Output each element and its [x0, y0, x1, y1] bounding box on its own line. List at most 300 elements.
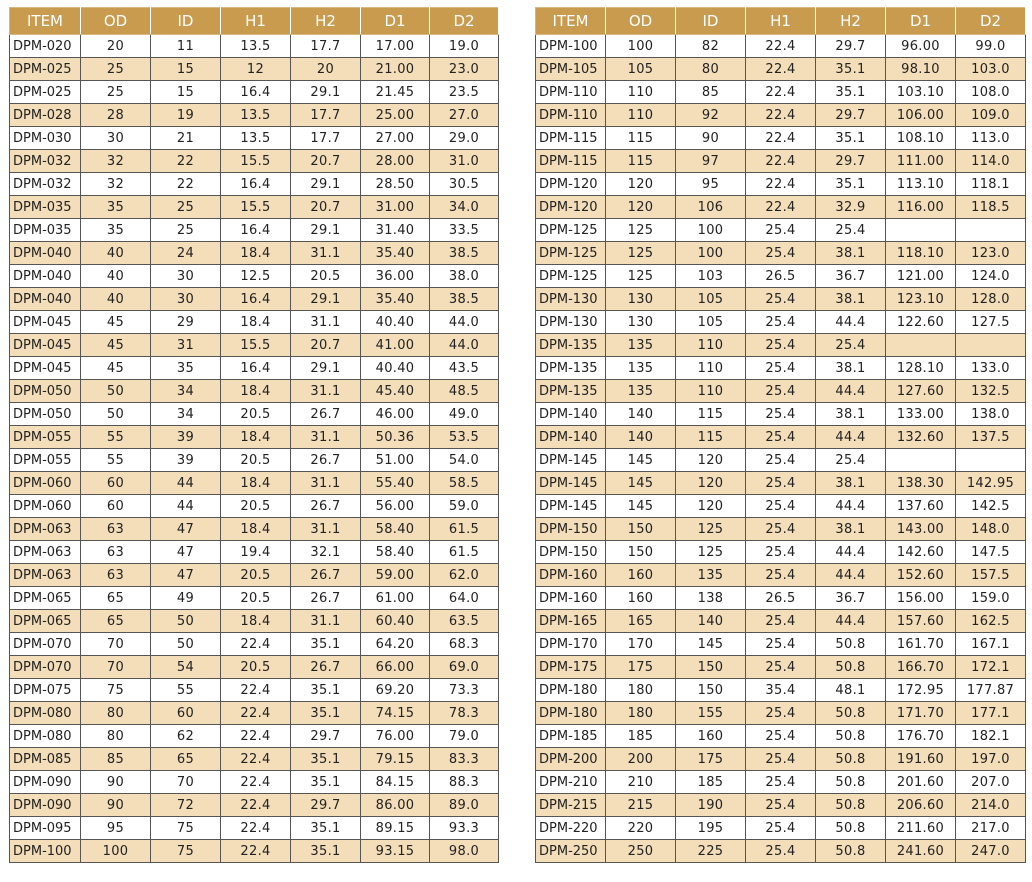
cell-d1: 84.15: [361, 771, 430, 794]
cell-od: 180: [606, 702, 676, 725]
cell-d2: 113.0: [956, 127, 1026, 150]
cell-d2: [956, 449, 1026, 472]
cell-d2: 34.0: [430, 196, 499, 219]
cell-d2: 59.0: [430, 495, 499, 518]
cell-h1: 25.4: [746, 472, 816, 495]
cell-h2: 36.7: [816, 265, 886, 288]
cell-h1: 25.4: [746, 518, 816, 541]
cell-od: 90: [81, 771, 151, 794]
cell-h1: 25.4: [746, 610, 816, 633]
cell-h2: 31.1: [291, 242, 361, 265]
cell-d1: 171.70: [886, 702, 956, 725]
cell-d1: 137.60: [886, 495, 956, 518]
cell-h1: 13.5: [221, 104, 291, 127]
cell-h1: 25.4: [746, 748, 816, 771]
cell-d1: 40.40: [361, 357, 430, 380]
cell-od: 28: [81, 104, 151, 127]
cell-d1: 36.00: [361, 265, 430, 288]
cell-d2: 68.3: [430, 633, 499, 656]
cell-item: DPM-063: [10, 541, 81, 564]
header-row: [536, 8, 1026, 35]
cell-id: 85: [676, 81, 746, 104]
cell-od: 55: [81, 449, 151, 472]
cell-item: DPM-040: [10, 242, 81, 265]
cell-h1: 16.4: [221, 173, 291, 196]
cell-item: DPM-090: [10, 794, 81, 817]
cell-id: 70: [151, 771, 221, 794]
cell-d2: 118.1: [956, 173, 1026, 196]
cell-d1: 21.45: [361, 81, 430, 104]
cell-d2: 23.0: [430, 58, 499, 81]
cell-od: 120: [606, 173, 676, 196]
cell-d2: 132.5: [956, 380, 1026, 403]
cell-od: 115: [606, 150, 676, 173]
cell-h1: 25.4: [746, 426, 816, 449]
cell-h2: 44.4: [816, 610, 886, 633]
cell-od: 32: [81, 150, 151, 173]
cell-d1: 60.40: [361, 610, 430, 633]
cell-id: 138: [676, 587, 746, 610]
cell-od: 215: [606, 794, 676, 817]
cell-h1: 25.4: [746, 380, 816, 403]
cell-h2: 44.4: [816, 495, 886, 518]
cell-id: 100: [676, 242, 746, 265]
table-row: [536, 702, 1026, 725]
cell-h2: 26.7: [291, 495, 361, 518]
cell-od: 40: [81, 242, 151, 265]
cell-d2: 127.5: [956, 311, 1026, 334]
cell-id: 35: [151, 357, 221, 380]
table-row: [10, 196, 499, 219]
cell-h1: 22.4: [221, 633, 291, 656]
cell-od: 115: [606, 127, 676, 150]
cell-item: DPM-032: [10, 150, 81, 173]
table-row: [10, 219, 499, 242]
cell-h2: 50.8: [816, 748, 886, 771]
cell-h2: 17.7: [291, 104, 361, 127]
cell-id: 115: [676, 426, 746, 449]
cell-h2: 50.8: [816, 702, 886, 725]
table-row: [10, 150, 499, 173]
cell-id: 25: [151, 196, 221, 219]
cell-h2: 35.1: [291, 817, 361, 840]
cell-h1: 25.4: [746, 449, 816, 472]
cell-od: 165: [606, 610, 676, 633]
table-row: [10, 357, 499, 380]
cell-h2: 32.9: [816, 196, 886, 219]
table-row: [536, 311, 1026, 334]
cell-d1: 35.40: [361, 242, 430, 265]
header-h2: H2: [291, 8, 361, 35]
cell-item: DPM-115: [536, 150, 606, 173]
cell-item: DPM-035: [10, 196, 81, 219]
table-row: [536, 196, 1026, 219]
cell-h2: 35.1: [291, 771, 361, 794]
cell-id: 140: [676, 610, 746, 633]
cell-od: 63: [81, 541, 151, 564]
table-row: [10, 403, 499, 426]
cell-od: 40: [81, 288, 151, 311]
table-row: [10, 35, 499, 58]
table-row: [536, 288, 1026, 311]
cell-d2: 167.1: [956, 633, 1026, 656]
table-row: [10, 771, 499, 794]
cell-id: 15: [151, 81, 221, 104]
cell-id: 30: [151, 265, 221, 288]
cell-h2: 50.8: [816, 771, 886, 794]
table-row: [10, 518, 499, 541]
cell-id: 47: [151, 541, 221, 564]
cell-id: 75: [151, 840, 221, 863]
table-row: [10, 495, 499, 518]
cell-h2: 38.1: [816, 403, 886, 426]
cell-od: 32: [81, 173, 151, 196]
header-od: OD: [81, 8, 151, 35]
cell-h2: 26.7: [291, 403, 361, 426]
cell-d1: 31.00: [361, 196, 430, 219]
table-row: [10, 840, 499, 863]
cell-h1: 20.5: [221, 587, 291, 610]
cell-d2: 159.0: [956, 587, 1026, 610]
cell-h1: 20.5: [221, 403, 291, 426]
cell-h1: 22.4: [746, 58, 816, 81]
table-row: [10, 380, 499, 403]
table-row: [10, 81, 499, 104]
header-od: OD: [606, 8, 676, 35]
table-row: [10, 564, 499, 587]
cell-d1: 161.70: [886, 633, 956, 656]
cell-od: 140: [606, 403, 676, 426]
cell-d2: 142.5: [956, 495, 1026, 518]
table-row: [536, 81, 1026, 104]
cell-od: 250: [606, 840, 676, 863]
cell-h2: 26.7: [291, 449, 361, 472]
cell-id: 155: [676, 702, 746, 725]
cell-od: 130: [606, 311, 676, 334]
cell-h1: 20.5: [221, 449, 291, 472]
cell-h1: 25.4: [746, 403, 816, 426]
cell-h1: 18.4: [221, 311, 291, 334]
cell-d1: 122.60: [886, 311, 956, 334]
cell-id: 160: [676, 725, 746, 748]
cell-id: 125: [676, 518, 746, 541]
cell-od: 125: [606, 219, 676, 242]
cell-item: DPM-095: [10, 817, 81, 840]
cell-id: 145: [676, 633, 746, 656]
cell-d1: 176.70: [886, 725, 956, 748]
cell-h1: 12: [221, 58, 291, 81]
table-row: [536, 794, 1026, 817]
cell-h1: 22.4: [221, 794, 291, 817]
cell-id: 100: [676, 219, 746, 242]
cell-h2: 35.1: [291, 702, 361, 725]
table-row: [536, 426, 1026, 449]
cell-h2: 20.7: [291, 150, 361, 173]
table-row: [10, 265, 499, 288]
cell-d2: 177.87: [956, 679, 1026, 702]
cell-d1: 66.00: [361, 656, 430, 679]
cell-h1: 13.5: [221, 127, 291, 150]
cell-h2: 35.1: [291, 633, 361, 656]
cell-d2: 88.3: [430, 771, 499, 794]
table-row: [536, 541, 1026, 564]
table-row: [536, 656, 1026, 679]
cell-item: DPM-250: [536, 840, 606, 863]
cell-d2: 182.1: [956, 725, 1026, 748]
cell-d1: 241.60: [886, 840, 956, 863]
table-row: [10, 610, 499, 633]
cell-od: 110: [606, 104, 676, 127]
cell-item: DPM-120: [536, 173, 606, 196]
table-row: [536, 748, 1026, 771]
cell-h1: 22.4: [746, 127, 816, 150]
cell-d2: 217.0: [956, 817, 1026, 840]
cell-d1: 93.15: [361, 840, 430, 863]
cell-od: 170: [606, 633, 676, 656]
table-row: [536, 840, 1026, 863]
cell-id: 110: [676, 357, 746, 380]
cell-d2: 49.0: [430, 403, 499, 426]
cell-d1: 142.60: [886, 541, 956, 564]
cell-id: 22: [151, 150, 221, 173]
table-row: [536, 104, 1026, 127]
table-row: [10, 173, 499, 196]
cell-h2: 29.7: [816, 35, 886, 58]
cell-h2: 25.4: [816, 334, 886, 357]
cell-d2: 197.0: [956, 748, 1026, 771]
cell-d2: 93.3: [430, 817, 499, 840]
cell-d2: 137.5: [956, 426, 1026, 449]
cell-d2: 98.0: [430, 840, 499, 863]
cell-d2: 124.0: [956, 265, 1026, 288]
cell-od: 100: [81, 840, 151, 863]
table-row: [10, 311, 499, 334]
cell-h2: 38.1: [816, 288, 886, 311]
cell-od: 130: [606, 288, 676, 311]
table-row: [536, 150, 1026, 173]
cell-h2: 29.1: [291, 173, 361, 196]
cell-od: 35: [81, 219, 151, 242]
cell-d2: 89.0: [430, 794, 499, 817]
cell-h2: 35.1: [291, 840, 361, 863]
cell-h2: 35.1: [291, 679, 361, 702]
cell-item: DPM-060: [10, 495, 81, 518]
cell-item: DPM-030: [10, 127, 81, 150]
cell-id: 44: [151, 495, 221, 518]
header-h1: H1: [746, 8, 816, 35]
cell-item: DPM-200: [536, 748, 606, 771]
cell-d2: 64.0: [430, 587, 499, 610]
cell-item: DPM-135: [536, 334, 606, 357]
cell-d1: 191.60: [886, 748, 956, 771]
cell-item: DPM-210: [536, 771, 606, 794]
table-row: [536, 587, 1026, 610]
cell-od: 185: [606, 725, 676, 748]
cell-item: DPM-125: [536, 242, 606, 265]
cell-h2: 50.8: [816, 840, 886, 863]
cell-item: DPM-060: [10, 472, 81, 495]
cell-item: DPM-180: [536, 679, 606, 702]
cell-id: 82: [676, 35, 746, 58]
cell-d2: 207.0: [956, 771, 1026, 794]
cell-d2: 103.0: [956, 58, 1026, 81]
cell-item: DPM-105: [536, 58, 606, 81]
cell-item: DPM-160: [536, 587, 606, 610]
cell-d2: 31.0: [430, 150, 499, 173]
cell-h2: 25.4: [816, 449, 886, 472]
cell-d2: 142.95: [956, 472, 1026, 495]
cell-d2: 162.5: [956, 610, 1026, 633]
cell-od: 63: [81, 518, 151, 541]
cell-od: 140: [606, 426, 676, 449]
cell-id: 34: [151, 403, 221, 426]
cell-h1: 16.4: [221, 288, 291, 311]
table-row: [10, 541, 499, 564]
cell-d1: 69.20: [361, 679, 430, 702]
cell-h1: 18.4: [221, 380, 291, 403]
cell-od: 45: [81, 334, 151, 357]
cell-d2: 61.5: [430, 518, 499, 541]
table-row: [536, 334, 1026, 357]
cell-item: DPM-160: [536, 564, 606, 587]
cell-h2: 20: [291, 58, 361, 81]
cell-od: 125: [606, 265, 676, 288]
cell-h2: 44.4: [816, 311, 886, 334]
table-row: [10, 794, 499, 817]
cell-item: DPM-145: [536, 449, 606, 472]
cell-id: 195: [676, 817, 746, 840]
cell-id: 55: [151, 679, 221, 702]
cell-d1: 41.00: [361, 334, 430, 357]
cell-od: 45: [81, 357, 151, 380]
table-row: [10, 127, 499, 150]
cell-h1: 25.4: [746, 564, 816, 587]
cell-id: 110: [676, 380, 746, 403]
cell-h1: 16.4: [221, 219, 291, 242]
cell-d2: 19.0: [430, 35, 499, 58]
cell-id: 39: [151, 449, 221, 472]
cell-od: 95: [81, 817, 151, 840]
cell-d2: 44.0: [430, 311, 499, 334]
cell-item: DPM-040: [10, 288, 81, 311]
cell-h2: 29.1: [291, 219, 361, 242]
cell-h2: 31.1: [291, 380, 361, 403]
cell-od: 175: [606, 656, 676, 679]
cell-d1: 55.40: [361, 472, 430, 495]
table-row: [536, 518, 1026, 541]
table-row: [536, 610, 1026, 633]
cell-d1: 17.00: [361, 35, 430, 58]
cell-d1: 35.40: [361, 288, 430, 311]
cell-od: 60: [81, 472, 151, 495]
cell-h1: 20.5: [221, 564, 291, 587]
cell-item: DPM-180: [536, 702, 606, 725]
cell-item: DPM-175: [536, 656, 606, 679]
table-row: [536, 219, 1026, 242]
cell-id: 175: [676, 748, 746, 771]
cell-od: 80: [81, 702, 151, 725]
cell-item: DPM-055: [10, 426, 81, 449]
cell-d2: 73.3: [430, 679, 499, 702]
cell-id: 120: [676, 449, 746, 472]
cell-od: 50: [81, 380, 151, 403]
cell-h1: 25.4: [746, 725, 816, 748]
cell-id: 50: [151, 633, 221, 656]
cell-id: 11: [151, 35, 221, 58]
cell-h2: 26.7: [291, 564, 361, 587]
cell-d2: 247.0: [956, 840, 1026, 863]
cell-od: 160: [606, 564, 676, 587]
table-row: [536, 58, 1026, 81]
cell-item: DPM-070: [10, 656, 81, 679]
cell-item: DPM-220: [536, 817, 606, 840]
cell-d1: 118.10: [886, 242, 956, 265]
cell-id: 54: [151, 656, 221, 679]
table-row: [10, 748, 499, 771]
cell-id: 135: [676, 564, 746, 587]
cell-d2: 83.3: [430, 748, 499, 771]
cell-h2: 29.1: [291, 288, 361, 311]
cell-h2: 35.1: [816, 81, 886, 104]
cell-d2: 33.5: [430, 219, 499, 242]
table-row: [536, 449, 1026, 472]
cell-od: 65: [81, 587, 151, 610]
table-row: [10, 58, 499, 81]
cell-d2: 172.1: [956, 656, 1026, 679]
cell-od: 60: [81, 495, 151, 518]
cell-h1: 26.5: [746, 265, 816, 288]
cell-h1: 13.5: [221, 35, 291, 58]
table-row: [10, 334, 499, 357]
cell-h2: 29.7: [291, 725, 361, 748]
cell-od: 65: [81, 610, 151, 633]
cell-d1: [886, 449, 956, 472]
cell-d1: 127.60: [886, 380, 956, 403]
cell-d1: [886, 334, 956, 357]
cell-h1: 15.5: [221, 334, 291, 357]
cell-item: DPM-115: [536, 127, 606, 150]
cell-od: 75: [81, 679, 151, 702]
cell-od: 63: [81, 564, 151, 587]
cell-item: DPM-025: [10, 81, 81, 104]
cell-d2: 58.5: [430, 472, 499, 495]
cell-d1: 123.10: [886, 288, 956, 311]
cell-h1: 18.4: [221, 426, 291, 449]
cell-h2: 29.7: [816, 150, 886, 173]
cell-h2: 20.5: [291, 265, 361, 288]
cell-item: DPM-055: [10, 449, 81, 472]
cell-d1: 27.00: [361, 127, 430, 150]
cell-h1: 22.4: [746, 35, 816, 58]
cell-h1: 22.4: [746, 173, 816, 196]
cell-d2: 128.0: [956, 288, 1026, 311]
cell-item: DPM-085: [10, 748, 81, 771]
cell-d2: 62.0: [430, 564, 499, 587]
cell-id: 92: [676, 104, 746, 127]
cell-h1: 20.5: [221, 656, 291, 679]
header-h1: H1: [221, 8, 291, 35]
cell-d1: 28.00: [361, 150, 430, 173]
cell-h2: 20.7: [291, 334, 361, 357]
cell-h2: 50.8: [816, 633, 886, 656]
cell-h1: 22.4: [746, 104, 816, 127]
cell-d2: 157.5: [956, 564, 1026, 587]
cell-od: 70: [81, 633, 151, 656]
header-item: ITEM: [10, 8, 81, 35]
dimensions-table-left: [9, 7, 499, 863]
cell-h2: 50.8: [816, 817, 886, 840]
table-row: [536, 357, 1026, 380]
